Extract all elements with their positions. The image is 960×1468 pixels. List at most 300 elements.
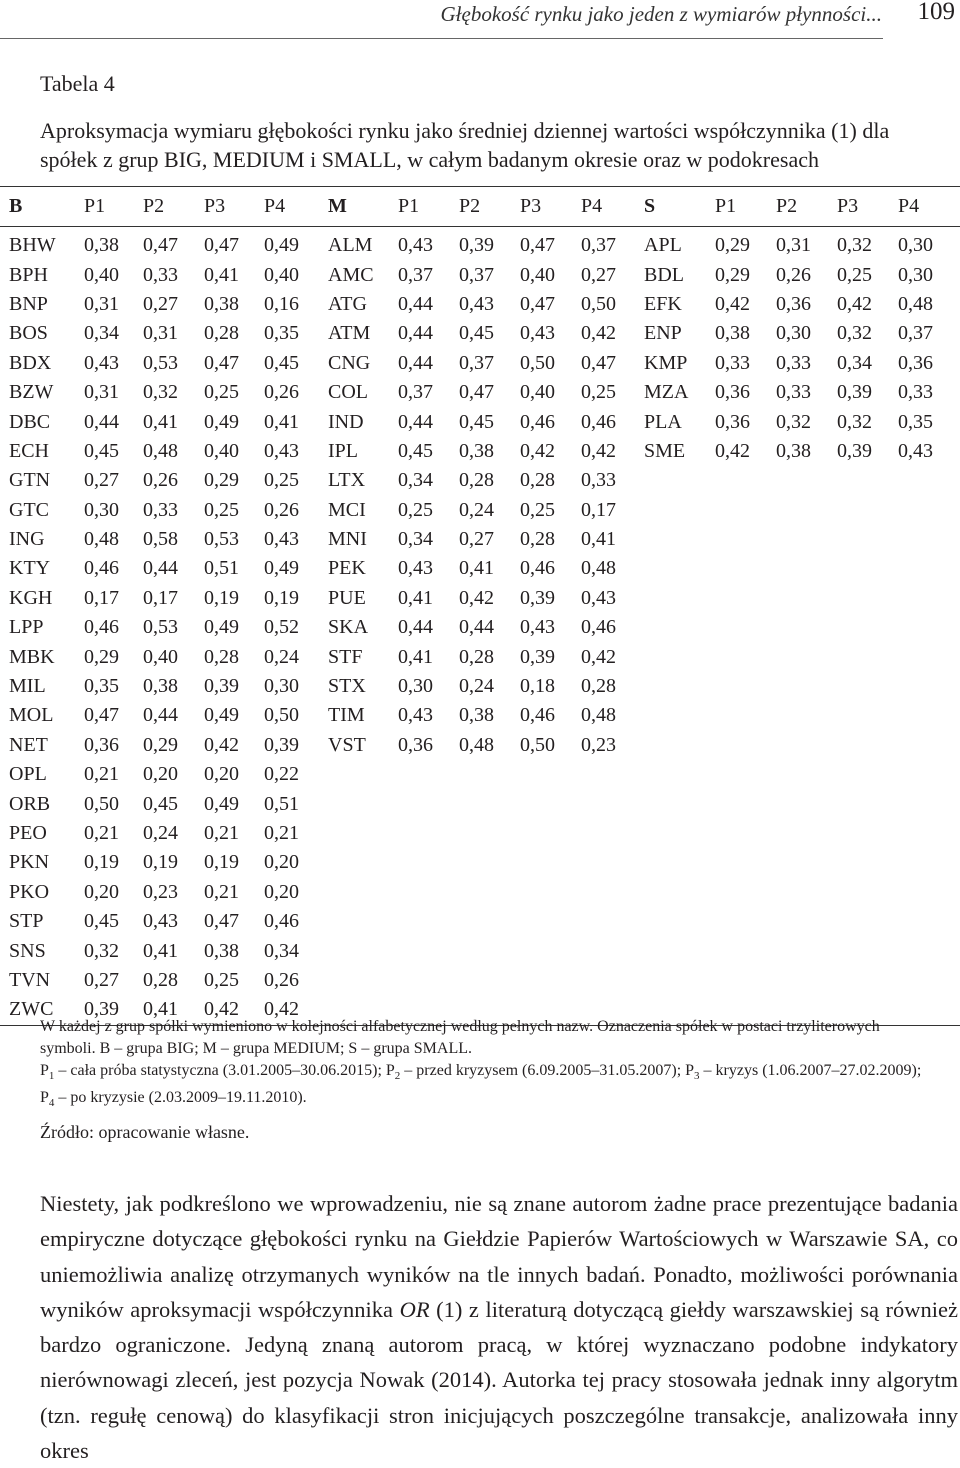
value-cell xyxy=(520,936,581,965)
company-symbol-cell: MZA xyxy=(644,381,689,404)
value-cell: 0,20 xyxy=(84,880,119,903)
value-cell xyxy=(581,848,644,877)
value-cell: 0,26 xyxy=(776,263,811,286)
value-cell: 0,21 xyxy=(204,822,239,844)
value-cell: 0,49 xyxy=(264,234,299,257)
value-cell xyxy=(837,936,898,965)
value-cell xyxy=(837,496,898,525)
company-symbol-cell: BDL xyxy=(644,263,684,286)
value-cell: 0,36 xyxy=(398,733,433,756)
value-cell: 0,26 xyxy=(143,469,178,492)
company-symbol-cell: MCI xyxy=(328,498,366,521)
value-cell: 0,39 xyxy=(264,733,299,756)
value-cell xyxy=(715,907,776,936)
company-symbol-cell xyxy=(644,466,715,495)
table-row xyxy=(0,819,960,848)
column-header: P3 xyxy=(520,187,581,227)
value-cell: 0,43 xyxy=(398,557,433,580)
table-row xyxy=(0,878,960,907)
value-cell: 0,39 xyxy=(837,439,872,462)
value-cell xyxy=(837,525,898,554)
value-cell: 0,58 xyxy=(143,528,178,551)
value-cell: 0,19 xyxy=(204,851,239,874)
value-cell: 0,45 xyxy=(459,410,494,433)
value-cell xyxy=(776,936,837,965)
value-cell: 0,43 xyxy=(264,439,299,462)
column-header: P2 xyxy=(143,187,204,227)
value-cell: 0,25 xyxy=(581,381,616,404)
value-cell xyxy=(776,584,837,613)
value-cell xyxy=(837,731,898,760)
company-symbol-cell xyxy=(644,819,715,848)
value-cell: 0,37 xyxy=(581,234,616,257)
value-cell xyxy=(581,760,644,789)
company-symbol-cell xyxy=(644,496,715,525)
value-cell: 0,43 xyxy=(520,616,555,639)
value-cell: 0,45 xyxy=(84,439,119,462)
value-cell xyxy=(520,760,581,789)
table-row xyxy=(0,936,960,965)
value-cell: 0,43 xyxy=(398,704,433,727)
value-cell xyxy=(715,936,776,965)
value-cell: 0,40 xyxy=(84,263,119,286)
company-symbol-cell xyxy=(644,642,715,671)
value-cell xyxy=(581,789,644,818)
value-cell: 0,26 xyxy=(264,381,299,404)
table-row xyxy=(0,407,960,436)
value-cell: 0,44 xyxy=(398,351,433,374)
value-cell: 0,44 xyxy=(398,410,433,433)
value-cell xyxy=(898,701,960,730)
company-symbol-cell: BPH xyxy=(9,263,48,286)
company-symbol-cell: MOL xyxy=(9,704,54,727)
note-groups: W każdej z grup spółki wymieniono w kolejności alfabetycznej według pełnych nazw. Oznaczenia spółek w postaci trzyliterowych symboli. B – grupa BIG; M – grupa MEDIUM; S – grupa SMALL. xyxy=(40,1018,880,1057)
value-cell: 0,19 xyxy=(204,586,239,609)
value-cell xyxy=(776,731,837,760)
company-symbol-cell: MBK xyxy=(9,645,55,668)
value-cell xyxy=(715,613,776,642)
value-cell: 0,21 xyxy=(84,822,119,844)
value-cell: 0,51 xyxy=(264,792,299,815)
column-header: P1 xyxy=(398,187,459,227)
company-symbol-cell xyxy=(328,878,398,907)
company-symbol-cell xyxy=(644,966,715,995)
value-cell: 0,43 xyxy=(581,586,616,609)
value-cell: 0,28 xyxy=(459,469,494,492)
value-cell xyxy=(459,789,520,818)
value-cell xyxy=(837,554,898,583)
value-cell: 0,46 xyxy=(581,616,616,639)
company-symbol-cell xyxy=(644,760,715,789)
value-cell: 0,24 xyxy=(459,498,494,521)
value-cell: 0,45 xyxy=(143,792,178,815)
value-cell: 0,23 xyxy=(581,733,616,756)
value-cell xyxy=(837,878,898,907)
value-cell: 0,47 xyxy=(204,351,239,374)
value-cell: 0,30 xyxy=(264,675,299,698)
value-cell xyxy=(837,789,898,818)
value-cell: 0,51 xyxy=(204,557,239,580)
value-cell: 0,46 xyxy=(520,704,555,727)
company-symbol-cell: KMP xyxy=(644,351,688,374)
company-symbol-cell: TVN xyxy=(9,968,51,991)
value-cell xyxy=(898,496,960,525)
table-row xyxy=(0,378,960,407)
value-cell: 0,38 xyxy=(204,939,239,962)
value-cell: 0,37 xyxy=(398,263,433,286)
value-cell: 0,39 xyxy=(837,381,872,404)
table-row xyxy=(0,496,960,525)
value-cell: 0,19 xyxy=(264,586,299,609)
or-symbol: OR xyxy=(399,1296,430,1322)
value-cell xyxy=(715,642,776,671)
value-cell xyxy=(520,848,581,877)
value-cell xyxy=(520,789,581,818)
company-symbol-cell: GTC xyxy=(9,498,49,521)
value-cell xyxy=(898,554,960,583)
value-cell: 0,36 xyxy=(84,733,119,756)
value-cell: 0,42 xyxy=(264,995,328,1025)
value-cell xyxy=(837,760,898,789)
value-cell: 0,28 xyxy=(143,968,178,991)
table-row xyxy=(0,701,960,730)
value-cell xyxy=(715,554,776,583)
value-cell xyxy=(776,466,837,495)
company-symbol-cell: ALM xyxy=(328,234,373,257)
value-cell: 0,33 xyxy=(143,498,178,521)
value-cell xyxy=(459,966,520,995)
value-cell: 0,29 xyxy=(715,263,750,286)
company-symbol-cell xyxy=(328,760,398,789)
value-cell xyxy=(715,789,776,818)
company-symbol-cell xyxy=(644,525,715,554)
company-symbol-cell xyxy=(644,554,715,583)
value-cell: 0,39 xyxy=(520,645,555,668)
table-header xyxy=(0,187,960,227)
value-cell: 0,44 xyxy=(398,322,433,345)
value-cell xyxy=(837,848,898,877)
value-cell: 0,32 xyxy=(776,410,811,433)
value-cell xyxy=(898,731,960,760)
value-cell: 0,49 xyxy=(204,704,239,727)
column-header: P4 xyxy=(581,187,644,227)
value-cell xyxy=(715,731,776,760)
value-cell: 0,42 xyxy=(520,439,555,462)
value-cell: 0,48 xyxy=(581,704,616,727)
column-header: M xyxy=(328,187,398,227)
value-cell xyxy=(776,701,837,730)
value-cell: 0,20 xyxy=(204,763,239,786)
table-row xyxy=(0,290,960,319)
company-symbol-cell: PKO xyxy=(9,880,50,903)
value-cell: 0,28 xyxy=(459,645,494,668)
value-cell: 0,34 xyxy=(264,939,299,962)
value-cell: 0,47 xyxy=(459,381,494,404)
table-row xyxy=(0,260,960,289)
value-cell xyxy=(898,642,960,671)
value-cell: 0,16 xyxy=(264,292,299,315)
value-cell: 0,29 xyxy=(204,469,239,492)
value-cell: 0,25 xyxy=(204,498,239,521)
table-row xyxy=(0,642,960,671)
value-cell xyxy=(776,848,837,877)
value-cell: 0,25 xyxy=(520,498,555,521)
company-symbol-cell xyxy=(644,613,715,642)
table-row xyxy=(0,525,960,554)
value-cell: 0,17 xyxy=(84,586,119,609)
value-cell: 0,47 xyxy=(143,234,178,257)
column-header: P4 xyxy=(264,187,328,227)
value-cell: 0,41 xyxy=(581,528,616,551)
value-cell: 0,39 xyxy=(204,675,239,698)
table-row xyxy=(0,437,960,466)
value-cell: 0,45 xyxy=(264,351,299,374)
value-cell xyxy=(898,789,960,818)
header-rule xyxy=(0,38,883,39)
value-cell: 0,42 xyxy=(715,439,750,462)
column-header: P4 xyxy=(898,187,960,227)
value-cell xyxy=(459,907,520,936)
value-cell xyxy=(581,966,644,995)
value-cell: 0,30 xyxy=(84,498,119,521)
value-cell: 0,34 xyxy=(398,469,433,492)
value-cell xyxy=(459,760,520,789)
table-row xyxy=(0,613,960,642)
value-cell xyxy=(398,848,459,877)
value-cell xyxy=(581,878,644,907)
company-symbol-cell: STF xyxy=(328,645,363,668)
value-cell: 0,22 xyxy=(264,763,299,786)
value-cell: 0,27 xyxy=(459,528,494,551)
value-cell xyxy=(398,966,459,995)
value-cell: 0,44 xyxy=(143,704,178,727)
value-cell: 0,31 xyxy=(84,292,119,315)
value-cell: 0,20 xyxy=(264,880,299,903)
value-cell xyxy=(776,672,837,701)
value-cell: 0,28 xyxy=(581,675,616,698)
value-cell: 0,49 xyxy=(204,792,239,815)
value-cell: 0,50 xyxy=(520,733,555,756)
value-cell: 0,38 xyxy=(459,704,494,727)
value-cell: 0,29 xyxy=(715,234,750,257)
company-symbol-cell: MNI xyxy=(328,528,367,551)
value-cell: 0,38 xyxy=(459,439,494,462)
value-cell: 0,25 xyxy=(837,263,872,286)
value-cell xyxy=(715,496,776,525)
value-cell: 0,39 xyxy=(84,995,143,1025)
value-cell xyxy=(898,907,960,936)
company-symbol-cell: CNG xyxy=(328,351,371,374)
value-cell: 0,41 xyxy=(264,410,299,433)
value-cell: 0,53 xyxy=(143,616,178,639)
company-symbol-cell xyxy=(644,789,715,818)
value-cell: 0,49 xyxy=(204,616,239,639)
page-header xyxy=(0,0,960,42)
value-cell xyxy=(398,760,459,789)
table-notes xyxy=(40,1016,930,1114)
value-cell: 0,19 xyxy=(143,851,178,874)
company-symbol-cell: IND xyxy=(328,410,364,433)
value-cell xyxy=(898,672,960,701)
company-symbol-cell xyxy=(328,936,398,965)
company-symbol-cell xyxy=(644,672,715,701)
value-cell: 0,25 xyxy=(398,498,433,521)
value-cell xyxy=(776,642,837,671)
value-cell: 0,47 xyxy=(520,234,555,257)
company-symbol-cell xyxy=(328,966,398,995)
value-cell: 0,48 xyxy=(459,733,494,756)
value-cell xyxy=(898,966,960,995)
value-cell: 0,36 xyxy=(715,410,750,433)
value-cell: 0,31 xyxy=(84,381,119,404)
company-symbol-cell: NET xyxy=(9,733,48,756)
value-cell: 0,28 xyxy=(520,528,555,551)
value-cell: 0,47 xyxy=(581,351,616,374)
company-symbol-cell xyxy=(644,701,715,730)
value-cell: 0,43 xyxy=(84,351,119,374)
value-cell: 0,52 xyxy=(264,616,299,639)
value-cell xyxy=(715,848,776,877)
value-cell xyxy=(776,819,837,848)
value-cell: 0,48 xyxy=(143,439,178,462)
company-symbol-cell: ORB xyxy=(9,792,51,815)
value-cell: 0,45 xyxy=(459,322,494,345)
value-cell: 0,32 xyxy=(84,939,119,962)
company-symbol-cell: BOS xyxy=(9,322,48,345)
column-header: P1 xyxy=(715,187,776,227)
value-cell: 0,38 xyxy=(776,439,811,462)
company-symbol-cell: ECH xyxy=(9,439,49,462)
table-body xyxy=(0,227,960,1026)
value-cell xyxy=(398,819,459,848)
value-cell: 0,47 xyxy=(204,234,239,257)
value-cell: 0,42 xyxy=(459,586,494,609)
value-cell xyxy=(837,966,898,995)
column-header: B xyxy=(9,187,84,227)
company-symbol-cell: ING xyxy=(9,528,45,551)
value-cell xyxy=(898,936,960,965)
value-cell: 0,28 xyxy=(204,645,239,668)
value-cell: 0,46 xyxy=(520,557,555,580)
value-cell: 0,50 xyxy=(84,792,119,815)
value-cell: 0,46 xyxy=(520,410,555,433)
value-cell: 0,25 xyxy=(264,469,299,492)
value-cell: 0,43 xyxy=(520,322,555,345)
value-cell: 0,21 xyxy=(264,822,299,844)
value-cell xyxy=(837,466,898,495)
value-cell xyxy=(715,672,776,701)
value-cell xyxy=(520,907,581,936)
value-cell xyxy=(898,466,960,495)
value-cell: 0,47 xyxy=(520,292,555,315)
value-cell: 0,24 xyxy=(264,645,299,668)
value-cell: 0,43 xyxy=(898,439,933,462)
value-cell: 0,41 xyxy=(459,557,494,580)
company-symbol-cell: BNP xyxy=(9,292,48,315)
value-cell xyxy=(776,613,837,642)
company-symbol-cell xyxy=(644,878,715,907)
value-cell xyxy=(776,789,837,818)
value-cell: 0,29 xyxy=(143,733,178,756)
value-cell: 0,33 xyxy=(776,381,811,404)
table-row xyxy=(0,760,960,789)
page-number: 109 xyxy=(917,0,955,25)
company-symbol-cell: ZWC xyxy=(9,995,84,1025)
company-symbol-cell: STX xyxy=(328,675,366,698)
value-cell: 0,33 xyxy=(776,351,811,374)
company-symbol-cell: LTX xyxy=(328,469,366,492)
value-cell: 0,35 xyxy=(264,322,299,345)
value-cell: 0,25 xyxy=(204,968,239,991)
value-cell: 0,53 xyxy=(143,351,178,374)
value-cell xyxy=(715,525,776,554)
value-cell: 0,20 xyxy=(143,763,178,786)
table-row xyxy=(0,848,960,877)
value-cell: 0,26 xyxy=(264,968,299,991)
value-cell: 0,25 xyxy=(204,381,239,404)
value-cell: 0,48 xyxy=(581,557,616,580)
value-cell xyxy=(459,848,520,877)
column-header: P2 xyxy=(459,187,520,227)
value-cell: 0,50 xyxy=(264,704,299,727)
company-symbol-cell: SKA xyxy=(328,616,369,639)
running-title: Głębokość rynku jako jeden z wymiarów płynności... xyxy=(440,2,882,26)
value-cell: 0,32 xyxy=(143,381,178,404)
value-cell xyxy=(837,819,898,848)
value-cell: 0,48 xyxy=(84,528,119,551)
value-cell: 0,17 xyxy=(143,586,178,609)
company-symbol-cell xyxy=(644,936,715,965)
value-cell: 0,27 xyxy=(84,968,119,991)
value-cell: 0,40 xyxy=(520,381,555,404)
value-cell xyxy=(398,878,459,907)
value-cell xyxy=(898,525,960,554)
table-row xyxy=(0,672,960,701)
value-cell xyxy=(715,966,776,995)
column-header: P3 xyxy=(837,187,898,227)
value-cell xyxy=(837,701,898,730)
value-cell xyxy=(776,878,837,907)
value-cell: 0,38 xyxy=(84,234,119,257)
value-cell xyxy=(898,878,960,907)
value-cell xyxy=(520,966,581,995)
company-symbol-cell: PEK xyxy=(328,557,366,580)
value-cell: 0,43 xyxy=(264,528,299,551)
table-row xyxy=(0,789,960,818)
table-row xyxy=(0,966,960,995)
value-cell: 0,28 xyxy=(204,322,239,345)
value-cell: 0,31 xyxy=(143,322,178,345)
value-cell: 0,44 xyxy=(398,616,433,639)
company-symbol-cell xyxy=(328,907,398,936)
value-cell: 0,38 xyxy=(204,292,239,315)
value-cell: 0,30 xyxy=(398,675,433,698)
value-cell: 0,24 xyxy=(459,675,494,698)
value-cell xyxy=(837,642,898,671)
value-cell xyxy=(776,496,837,525)
company-symbol-cell xyxy=(328,819,398,848)
company-symbol-cell: STP xyxy=(9,910,44,933)
value-cell: 0,45 xyxy=(398,439,433,462)
value-cell: 0,42 xyxy=(204,733,239,756)
company-symbol-cell: IPL xyxy=(328,439,358,462)
value-cell: 0,21 xyxy=(204,880,239,903)
value-cell: 0,40 xyxy=(264,263,299,286)
value-cell xyxy=(898,848,960,877)
value-cell: 0,49 xyxy=(264,557,299,580)
value-cell: 0,42 xyxy=(581,645,616,668)
company-symbol-cell: PUE xyxy=(328,586,366,609)
